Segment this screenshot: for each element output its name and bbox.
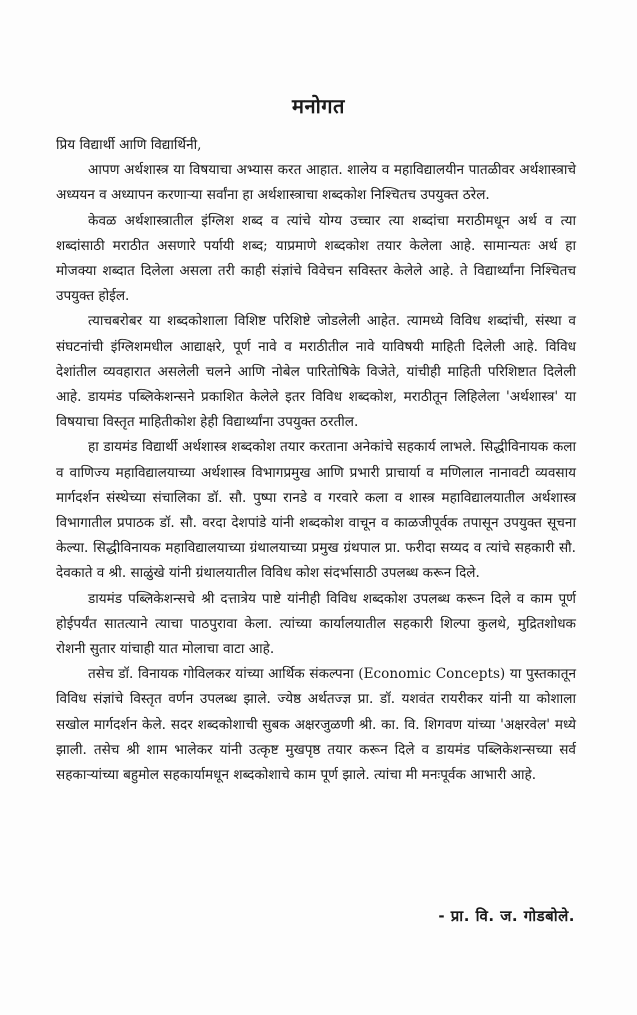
author-signature: - प्रा. वि. ज. गोडबोले.	[438, 907, 575, 925]
page-title: मनोगत	[292, 94, 345, 118]
salutation: प्रिय विद्यार्थी आणि विद्यार्थिनी,	[56, 137, 202, 153]
preface-body	[56, 133, 576, 788]
paragraph: तसेच डॉ. विनायक गोविलकर यांच्या आर्थिक संकल्पना (Economic Concepts) या पुस्तकातून विविध संज्ञांचे विस्तृत वर्णन उपलब्ध झाले. ज्येष्ठ अर्थतज्ज्ञ प्रा. डॉ. यशवंत रायरीकर यांनी या कोशाला सखोल मार्गदर्शन केले. सदर शब्दकोशाची सुबक अक्षरजुळणी श्री. का. वि. शिगवण यांच्या 'अक्षरवेल' मध्ये झाली. तसेच श्री शाम भालेकर यांनी उत्कृष्ट मुखपृष्ठ तयार करून दिले व डायमंड पब्लिकेशन्सच्या सर्व सहकाऱ्यांच्या बहुमोल सहकार्यामधून शब्दकोशाचे काम पूर्ण झाले. त्यांचा मी मनःपूर्वक आभारी आहे.	[56, 666, 576, 784]
paragraph: आपण अर्थशास्त्र या विषयाचा अभ्यास करत आहात. शालेय व महाविद्यालयीन पातळीवर अर्थशास्त्राचे अध्ययन व अध्यापन करणाऱ्या सर्वांना हा अर्थशास्त्राचा शब्दकोश निश्चितच उपयुक्त ठरेल.	[56, 162, 576, 204]
paragraph: केवळ अर्थशास्त्रातील इंग्लिश शब्द व त्यांचे योग्य उच्चार त्या शब्दांचा मराठीमधून अर्थ व त्या शब्दांसाठी मराठीत असणारे पर्यायी शब्द; याप्रमाणे शब्दकोश तयार केलेला आहे. सामान्यतः अर्थ हा मोजक्या शब्दात दिलेला असला तरी काही संज्ञांचे विवेचन सविस्तर केलेले आहे. ते विद्यार्थ्यांना निश्चितच उपयुक्त होईल.	[56, 212, 576, 305]
paragraph: त्याचबरोबर या शब्दकोशाला विशिष्ट परिशिष्टे जोडलेली आहेत. त्यामध्ये विविध शब्दांची, संस्था व संघटनांची इंग्लिशमधील आद्याक्षरे, पूर्ण नावे व मराठीतील नावे याविषयी माहिती दिलेली आहे. विविध देशांतील व्यवहारात असलेली चलने आणि नोबेल पारितोषिके विजेते, यांचीही माहिती परिशिष्टात दिलेली आहे. डायमंड पब्लिकेशन्सने प्रकाशित केलेले इतर विविध शब्दकोश, मराठीतून लिहिलेला 'अर्थशास्त्र' या विषयाचा विस्तृत माहितीकोश हेही विद्यार्थ्यांना उपयुक्त ठरतील.	[56, 313, 576, 431]
paragraph: डायमंड पब्लिकेशन्सचे श्री दत्तात्रेय पाष्टे यांनीही विविध शब्दकोश उपलब्ध करून दिले व काम पूर्ण होईपर्यंत सातत्याने त्याचा पाठपुरावा केला. त्यांच्या कार्यालयातील सहकारी शिल्पा कुलथे, मुद्रितशोधक रोशनी सुतार यांचाही यात मोलाचा वाटा आहे.	[56, 590, 576, 658]
paragraph: हा डायमंड विद्यार्थी अर्थशास्त्र शब्दकोश तयार करताना अनेकांचे सहकार्य लाभले. सिद्धीविनायक कला व वाणिज्य महाविद्यालयाच्या अर्थशास्त्र विभागप्रमुख आणि प्रभारी प्राचार्या व मणिलाल नानावटी व्यवसाय मार्गदर्शन संस्थेच्या संचालिका डॉ. सौ. पुष्पा रानडे व गरवारे कला व शास्त्र महाविद्यालयातील अर्थशास्त्र विभागातील प्रपाठक डॉ. सौ. वरदा देशपांडे यांनी शब्दकोश वाचून व काळजीपूर्वक तपासून उपयुक्त सूचना केल्या. सिद्धीविनायक महाविद्यालयाच्या ग्रंथालयाच्या प्रमुख ग्रंथपाल प्रा. फरीदा सय्यद व त्यांचे सहकारी सौ. देवकाते व श्री. साळुंखे यांनी ग्रंथालयातील विविध कोश संदर्भासाठी उपलब्ध करून दिले.	[56, 439, 576, 582]
